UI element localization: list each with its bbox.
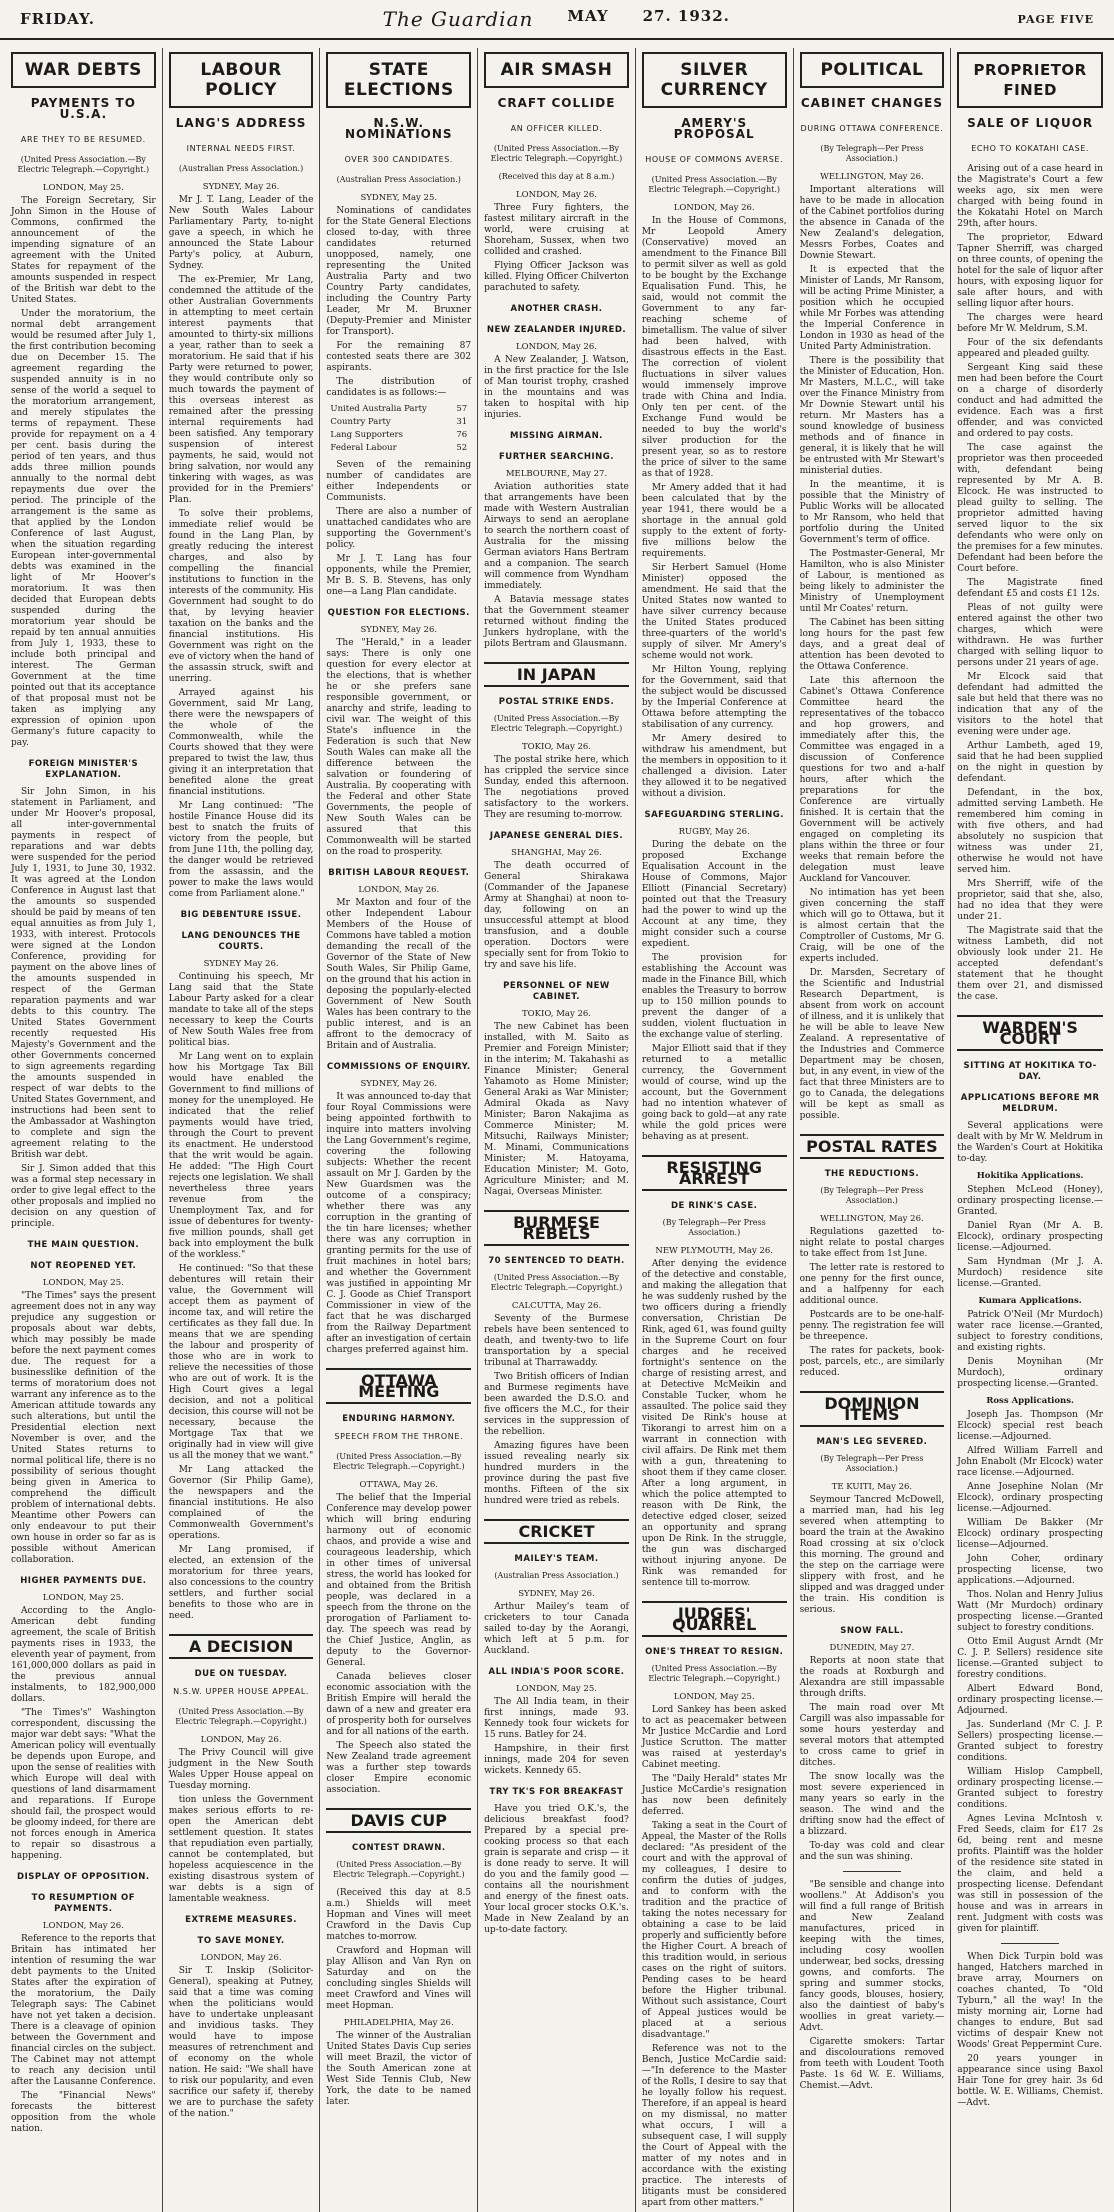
section-subheading: TO RESUMPTION OF PAYMENTS.: [31, 1893, 136, 1914]
box-headline: DOMINION ITEMS: [800, 1391, 945, 1427]
paragraph: The All India team, in their first innings, made 93. Kennedy took four wickets for 15 runs. Batley for 24.: [484, 1697, 629, 1740]
paragraph: Mr Amery desired to withdraw his amendment, but the members in opposition to it challenged a division. Later they allowed it to be negatived without a division.: [641, 734, 787, 799]
paragraph: The belief that the Imperial Conference may develop power which will bring enduring harmony out of economic chaos, and provide a wise and courageous leadership, which in other times of universal stress, the world has looked for and obtained from the British people, was declared in a speech from the throne on the prorogation of Parliament to-day. The speech was read by the Chief Justice, Anglin, as deputy to the Governor-General.: [326, 1493, 472, 1668]
paragraph: To solve their problems, immediate relief would be found in the Lang Plan, by greatly reducing the interest charges, and also by compelling the financial institutions to function in the interests of the community. His Government had sought to do that, by levying heavier taxation on the banks and the financial institutions. His Government was right on the eve of victory when the hand of the assassin struck, swift and unerring.: [168, 509, 314, 684]
deck: N.S.W. UPPER HOUSE APPEAL.: [173, 1687, 310, 1696]
paragraph: Late this afternoon the Cabinet's Ottawa Conference Committee heard the representatives of the tobacco and hop growers, and immediately after this, the Committee was engaged in a discussion of Conference questions for two and a-half hours, after which the preparations for the Conference are virtually finished. It is certain that the Government will be actively engaged on completing its plans within the three or four weeks that remain before the delegation must leave Auckland for Vancouver.: [799, 676, 945, 884]
section-subheading: NOT REOPENED YET.: [30, 1261, 137, 1271]
deck: HOUSE OF COMMONS AVERSE.: [645, 155, 784, 164]
table-row: [328, 443, 469, 454]
paragraph: After denying the evidence of the detective and constable, and making the allegation that he was suddenly rushed by the two officers during a friendly conversation, Christian De Rink, aged 61, was found guilty in the Supreme Court on four charges and he received fortnight's sentence on the charge of resisting arrest, and at Detective McMeikin and Constable Tucker, whom he assaulted. The police said they visited De Rink's house at Tikorangi to arrest him on a warrant in connection with civil affairs. De Rink met them with a gun, threatening to shoot them if they came closer. After a long argument, in which the police attempted to reason with De Rink, the detective edged closer, seized an opportunity and sprang upon De Rink. In the struggle, the gun was discharged without injuring anyone. De Rink was remanded for sentence till to-morrow.: [641, 1259, 787, 1588]
paragraph: Reference to the reports that Britain has intimated her intention of resuming the war debt payments to the United States after the expiration of the moratorium, the Daily Telegraph says: The Cabinet have not yet taken a decision. There is a cleavage of opinion between the Government and financial circles on the subject. The Cabinet may not attempt to reach any decision until after the Lausanne Conference.: [11, 1934, 156, 2087]
paragraph: He continued: "So that these debentures will retain their value, the Government will accept them as payment of income tax, and will retire the certificates as they fall due. In means that we are spending the labour and prosperity of those who are in work to relieve the necessities of those who are out of work. It is the High Court gives a legal decision, and not a political decision, this course will not be necessary, because the Mortgage Tax that we originally had in view will give us all the money that we want.": [168, 1264, 314, 1461]
deck: ARE THEY TO BE RESUMED.: [20, 135, 146, 144]
credit-line: (United Press Association.—By Electric Telegraph.—Copyright.): [17, 155, 150, 174]
dateline: LONDON, May 26.: [200, 1953, 282, 1963]
paragraph: Mr Hilton Young, replying for the Government, said that the subject would be discussed by the Imperial Conference at Ottawa before attempting the stabilisation of any currency.: [641, 665, 787, 730]
candidate-count: 57: [456, 404, 468, 414]
column-silver-currency: [636, 48, 794, 2212]
paragraph: There are also a number of unattached candidates who are supporting the Government's policy.: [326, 507, 472, 550]
paragraph: Postcards are to be one-half-penny. The registration fee will be threepence.: [799, 1310, 945, 1342]
column-war-debts: [5, 48, 163, 2212]
section-heading: MISSING AIRMAN.: [510, 431, 603, 441]
section-subheading: NEW ZEALANDER INJURED.: [486, 325, 627, 335]
paragraph: Sir Herbert Samuel (Home Minister) opposed the amendment. He said that the United States now wanted to have silver currency because the United States produced three-quarters of the world's supply of silver. Mr Amery's scheme would not work.: [641, 563, 787, 661]
section-heading: CONTEST DRAWN.: [351, 1843, 446, 1853]
paragraph: Continuing his speech, Mr Lang said that the State Labour Party asked for a clear mandate to take all of the steps necessary to keep the Courts of New South Wales free from political bias.: [168, 972, 314, 1048]
dateline: LONDON, May 26.: [42, 1921, 124, 1931]
paragraph: Pleas of not guilty were entered against the other two charges, which were withdrawn. He was further charged with selling liquor to persons under 21 years of age.: [957, 603, 1103, 668]
advert-text: Cigarette smokers: Tartar and discolourations removed from teeth with Loudent Tooth Paste. 1s 6d W. E. Williams, Chemist.—Advt.: [799, 2037, 945, 2091]
section-heading: BRITISH LABOUR REQUEST.: [328, 868, 470, 878]
paragraph: There is the possibility that the Minister of Education, Hon. Mr Masters, M.L.C., will take over the Finance Ministry from Mr Downie Stewart until his return. Mr Masters has a sound knowledge of business methods and of finance in general, it is likely that he will be entrusted with Mr Stewart's ministerial duties.: [799, 356, 945, 476]
dateline: LONDON, May 25.: [516, 1684, 597, 1694]
section-heading: JAPANESE GENERAL DIES.: [489, 831, 624, 841]
section-heading: SNOW FALL.: [840, 1626, 904, 1636]
section-heading: ENDURING HARMONY.: [342, 1414, 456, 1424]
headline: STATE ELECTIONS: [326, 52, 471, 108]
paragraph: The snow locally was the most severe experienced in many years so early in the season. The wind and the drifting snow had the effect of a blizzard.: [799, 1772, 945, 1837]
dateline: WELLINGTON, May 26.: [820, 172, 924, 182]
dateline: SHANGHAI, May 26.: [511, 848, 602, 858]
paragraph: In the meantime, it is possible that the Ministry of Public Works will be allocated to Mr Ransom, who held that portfolio during the United Government's term of office.: [799, 480, 945, 545]
paragraph: The rates for packets, book-post, parcels, etc., are similarly reduced.: [799, 1346, 945, 1378]
dateline: LONDON, May 26.: [358, 885, 440, 895]
dateline: DUNEDIN, May 27.: [829, 1643, 915, 1653]
headline: PROPRIETOR FINED: [957, 52, 1103, 108]
section-heading: EXTREME MEASURES.: [185, 1915, 297, 1925]
paragraph: A New Zealander, J. Watson, in the first practice for the Isle of Man tourist trophy, crashed in the mountains and was taken to hospital with hip injuries.: [484, 355, 629, 420]
subheadline: CRAFT COLLIDE: [497, 96, 616, 110]
advert-heading: TRY TK'S FOR BREAKFAST: [489, 1787, 624, 1797]
dateline: LONDON, May 26.: [200, 1735, 282, 1745]
party-name: Federal Labour: [330, 443, 397, 453]
paragraph: The Magistrate fined defendant £5 and costs £1 12s.: [957, 578, 1103, 599]
section-heading: DUE ON TUESDAY.: [194, 1669, 288, 1679]
paragraph: Three Fury fighters, the fastest military aircraft in the world, were cruising at Shoreham, Sussex, when two collided and crashed.: [484, 203, 629, 257]
section-subheading: FURTHER SEARCHING.: [499, 452, 614, 462]
box-headline: BURMESE REBELS: [484, 1210, 629, 1246]
section-heading: ANOTHER CRASH.: [510, 304, 603, 314]
paragraph: The Speech also stated the New Zealand trade agreement was a further step towards closer Empire economic association.: [326, 1741, 472, 1795]
advert-text: Have you tried O.K.'s, the delicious breakfast food? Prepared by a special pre-cooking process so that each grain is separate and crisp — it is done ready to serve. It will do you and the family good — contains all the nourishment and energy of the finest oats. Your local grocer stocks O.K.'s. Made in New Zealand by an up-to-date factory.: [484, 1804, 629, 1935]
paragraph: Arthur Lambeth, aged 19, said that he had been supplied on the night in question by defendant.: [957, 741, 1103, 784]
headline: SILVER CURRENCY: [642, 52, 787, 108]
section-heading: MAILEY'S TEAM.: [514, 1554, 599, 1564]
paragraph: The Cabinet has been sitting long hours for the past few days, and a great deal of attention has been devoted to the Ottawa Conference.: [799, 618, 945, 672]
deck: INTERNAL NEEDS FIRST.: [186, 144, 296, 153]
section-heading: QUESTION FOR ELECTIONS.: [327, 608, 470, 618]
paragraph: According to the Anglo-American debt funding agreement, the scale of British payments rises in 1933, the eleventh year of payment, from 161,000,000 dollars as paid in the previous annual instalments, to 182,900,000 dollars.: [11, 1606, 156, 1704]
party-name: Country Party: [330, 417, 391, 427]
columns: [5, 48, 1109, 2208]
dateline: LONDON, May 25.: [673, 1692, 755, 1702]
paragraph: The "Financial News" forecasts the bitterest opposition from the whole nation.: [11, 2091, 156, 2134]
paragraph: Sergeant King said these men had been before the Court on a charge of disorderly conduct and had admitted the evidence. Each was a first offender, and was convicted and ordered to pay costs.: [957, 363, 1103, 439]
paragraph: It is expected that the Minister of Lands, Mr Ransom, will be acting Prime Minister, a position which he occupied while Mr Forbes was attending the Imperial Conference in London in 1930 as head of the United Party Administration.: [799, 265, 945, 352]
dateline: SYDNEY, May 26.: [518, 1589, 595, 1599]
deck: AN OFFICER KILLED.: [510, 124, 603, 133]
paragraph: The proprietor, Edward Tapner Sherriff, was charged on three counts, of opening the hotel for the sale of liquor after hours, with exposing liquor for sale after hours, and with selling liquor after hours.: [957, 233, 1103, 309]
advert-text: 20 years younger in appearance since using Baxol Hair Tone for grey hair. 3s 6d bottle. W. E. Williams, Chemist.—Advt.: [957, 2054, 1103, 2108]
paragraph: The distribution of candidates is as follows:—: [326, 377, 472, 398]
paragraph: The winner of the Australian United States Davis Cup series will meet Brazil, the victor of the South American zone at West Side Tennis Club, New York, the date to be named later.: [326, 2031, 472, 2107]
candidate-count: 31: [456, 417, 468, 427]
paragraph: Crawford and Hopman will play Allison and Van Ryn on Saturday and on the concluding singles Shields will meet Crawford and Vines will meet Hopman.: [326, 1946, 472, 2011]
paragraph: Reference was not to the Bench, Justice McCardie said:—"In deference to the Master of the Rolls, I desire to say that he loyally follow his request. Therefore, if an appeal is heard on my dismissal, no matter what occurs, I will a subsequent case, I will supply the Court of Appeal with the matter of my notes and in accordance with the existing practice. The interests of litigants must be considered apart from other matters.": [641, 2044, 787, 2208]
dateline: TOKIO, May 26.: [521, 1009, 591, 1019]
list-item: Alfred William Farrell and John Enabolt (Mr Elcock) water race license.—Adjourned.: [957, 1446, 1103, 1478]
paragraph: No intimation has yet been given concerning the staff which will go to Ottawa, but it is almost certain that the Comptroller of Customs, Mr G. Craig, will be one of the experts included.: [799, 888, 945, 964]
paragraph: Mr J. T. Lang has four opponents, while the Premier, Mr B. S. B. Stevens, has only one—a Lang Plan candidate.: [326, 554, 472, 597]
paragraph: The Privy Council will give judgment in the New South Wales Upper House appeal on Tuesday morning.: [168, 1748, 314, 1791]
paragraph: The Postmaster-General, Mr Hamilton, who is also Minister of Labour, is mentioned as being likely to administer the Ministry of Unemployment until Mr Coates' return.: [799, 549, 945, 614]
paragraph: The provision for establishing the Account was made in the Finance Bill, which enables the Treasury to borrow up to 150 million pounds to prevent the danger of a sudden, violent fluctuation in the exchange value of sterling.: [641, 953, 787, 1040]
dateline: TOKIO, May 26.: [521, 742, 591, 752]
divider: [843, 1871, 901, 1872]
candidate-count: 52: [456, 443, 468, 453]
list-item: Jas. Sunderland (Mr C. J. P. Sellers) prospecting license.—Granted subject to forestry conditions.: [957, 1720, 1103, 1763]
credit-line: (By Telegraph—Per Press Association.): [820, 1454, 924, 1473]
list-label: Ross Applications.: [986, 1396, 1074, 1406]
subheadline: AMERY'S PROPOSAL: [673, 116, 755, 141]
section-heading: DE RINK'S CASE.: [671, 1201, 758, 1211]
credit-line: (United Press Association.—By Electric Telegraph.—Copyright.): [490, 714, 623, 733]
paragraph: Mr Amery added that it had been calculated that by the year 1941, there would be a shortage in the annual gold supply to the extent of forty-five millions below the requirements.: [641, 483, 787, 559]
list-item: Thos. Nolan and Henry Julius Watt (Mr Murdoch) ordinary prospecting license.—Granted subject to forestry conditions.: [957, 1590, 1103, 1633]
section-heading: FOREIGN MINISTER'S EXPLANATION.: [28, 759, 139, 780]
list-item: Otto Emil August Arndt (Mr C. J. P. Sellers) residence site license.—Granted subject to forestry conditions.: [957, 1637, 1103, 1680]
paragraph: Mr J. T. Lang, Leader of the New South Wales Labour Parliamentary Party, to-night gave a speech, in which he announced the State Labour Party's policy, at Auburn, Sydney.: [168, 195, 314, 271]
headline: WAR DEBTS: [11, 52, 156, 88]
subheadline: SALE OF LIQUOR: [967, 116, 1094, 130]
party-name: United Australia Party: [330, 404, 427, 414]
candidate-table: [326, 402, 471, 456]
list-item: Stephen McLeod (Honey), ordinary prospecting license.—Granted.: [957, 1185, 1103, 1217]
list-item: Sam Hyndman (Mr J. A. Murdoch) residence site license.—Granted.: [957, 1257, 1103, 1289]
section-subheading: TO SAVE MONEY.: [197, 1936, 285, 1946]
section-heading: COMMISSIONS OF ENQUIRY.: [326, 1062, 471, 1072]
paragraph: The death occurred of General Shirakawa (Commander of the Japanese Army at Shanghai) at noon to-day, following on an unsuccessful attempt at blood transfusion, and a double operation. Doctors were specially sent for from Tokio to try and save his life.: [484, 861, 629, 970]
dateline: LONDON, May 25.: [42, 183, 124, 193]
paragraph: Amazing figures have been issued revealing nearly six hundred murders in the province during the past five months. Fifteen of the six hundred were tried as rebels.: [484, 1441, 629, 1506]
subheadline: CABINET CHANGES: [800, 96, 944, 110]
section-subheading: APPLICATIONS BEFORE MR MELDRUM.: [960, 1093, 1100, 1114]
credit-line: (United Press Association.—By Electric Telegraph.—Copyright.): [648, 175, 781, 194]
box-headline: CRICKET: [484, 1519, 629, 1544]
paragraph: Mr Lang promised, if elected, an extension of the moratorium for three years, also concessions to the country settlers, and further social benefits to those who are in need.: [168, 1545, 314, 1621]
section-heading: THE MAIN QUESTION.: [27, 1240, 140, 1250]
paragraph: "The Times" says the present agreement does not in any way prejudice any suggestion or proposals about war debts, which may possibly be made before the next payment comes due. The request for a businesslike definition of the terms of moratorium does not warrant any inference as to the American attitude towards any such alterations, but until the Presidential election next November is over, and the United States returns to normal political life, there is no possibility of serious thought being given in America to comprehend the difficult problem of international debts. Meantime other Powers can only endeavour to put their own house in order so far as is possible without American collaboration.: [11, 1291, 156, 1565]
paragraph: Major Elliott said that if they returned to a metallic currency, the Government would of course, wind up the account, but the Government had no intention whatever of going back to gold—at any rate while the gold prices were behaving as at present.: [641, 1044, 787, 1142]
paragraph: The Foreign Secretary, Sir John Simon in the House of Commons, confirmed the announcement of the impending signature of an agreement with the United States for repayment of the amounts suspended in respect of the British war debt to the United States.: [11, 196, 156, 305]
dateline: RUGBY, May 26.: [678, 827, 750, 837]
advert-text: When Dick Turpin bold was hanged, Hatchers marched in brave array, Mourners on coaches chanted, To "Old Tyburn," all the way! In the misty morning air, Lorne had changes to endure, But sad victims of despair Knew not Woods' Great Peppermint Cure.: [957, 1952, 1103, 2050]
section-heading: POSTAL STRIKE ENDS.: [498, 697, 615, 707]
credit-line: (United Press Association.—By Electric Telegraph.—Copyright.): [490, 144, 623, 163]
section-heading: SAFEGUARDING STERLING.: [644, 810, 784, 820]
section-heading: HIGHER PAYMENTS DUE.: [20, 1576, 147, 1586]
divider: [1001, 1943, 1059, 1944]
box-headline: WARDEN'S COURT: [957, 1015, 1103, 1051]
paragraph: Arrayed against his Government, said Mr Lang, there were the newspapers of the whole of the Commonwealth, while the Courts showed that they were prepared to twist the law, thus giving it an interpretation that benefited alone the great financial institutions.: [168, 688, 314, 797]
paragraph: Arthur Mailey's team of cricketers to tour Canada sailed to-day by the Aorangi, which left at 5 p.m. for Auckland.: [484, 1602, 629, 1656]
paragraph: The "Daily Herald" states Mr Justice McCardie's resignation has now been definitely deferred.: [641, 1774, 787, 1817]
column-proprietor-fined: [951, 48, 1109, 2212]
column-political: [794, 48, 952, 2212]
credit-line: (By Telegraph—Per Press Association.): [820, 1186, 924, 1205]
paragraph: The main road over Mt Cargill was also impassable for some hours yesterday and several motors that attempted to cross came to grief in ditches.: [799, 1703, 945, 1768]
headline: LABOUR POLICY: [169, 52, 314, 108]
table-row: [328, 430, 469, 441]
paragraph: Canada believes closer economic association with the British Empire will herald the dawn of a new and greater era of prosperity both for ourselves and for all nations of the earth.: [326, 1672, 472, 1737]
advert-text: "Be sensible and change into woollens." At Addison's you will find a full range of British and New Zealand manufactures, priced in keeping with the times, including cosy woollen underwear, bed socks, dressing gowns, and comforts. The spring and summer stocks, fancy goods, blouses, hosiery, also the daintiest of baby's woollies in great variety.—Advt.: [799, 1880, 945, 2033]
paragraph: Taking a seat in the Court of Appeal, the Master of the Rolls declared: "As president of the court and with the approval of my colleagues, I desire to confirm the duties of judges, and to conform with the tradition and the practice of taking the notes necessary for obtaining a case to be laid properly and sufficiently before the Higher Court. A breach of this tradition would, in serious cases on the right of suitors. Pending cases to be heard before the Higher tribunal. Without such assistance, Court of Appeal justices would be placed at a serious disadvantage.": [641, 1821, 787, 2040]
paragraph: The case against the proprietor was then proceeded with, defendant being represented by Mr A. B. Elcock. He was instructed to plead guilty to selling. The proprietor admitted having served liquor to the six defendants who were only on the premises for a few minutes. Defendant had been before the Court before.: [957, 443, 1103, 574]
paragraph: Aviation authorities state that arrangements have been made with Western Australian Airways to send an aeroplane to search the northern coast of Australia for the missing German aviators Hans Bertram and a companion. The search will commence from Wyndham immediately.: [484, 482, 629, 591]
section-subheading: LANG DENOUNCES THE COURTS.: [181, 931, 301, 952]
column-air-smash: [478, 48, 636, 2212]
list-item: Agnes Levina McIntosh v. Fred Seeds, claim for £17 2s 6d, being rent and mesne profits. Plaintiff was the holder of the residence site stated in the claim, and held a prospecting license. Defendant was still in possession of the house and was in arrears in rent. Judgment with costs was given for plaintiff.: [957, 1814, 1103, 1934]
subheadline: LANG'S ADDRESS: [175, 116, 307, 130]
paragraph: Important alterations will have to be made in allocation of the Cabinet portfolios during the absence in Canada of the New Zealand's delegation, Messrs Forbes, Coates and Downie Stewart.: [799, 185, 945, 261]
dateline: LONDON, May 25.: [42, 1278, 124, 1288]
dateline: LONDON, May 25.: [42, 1593, 124, 1603]
section-heading: THE REDUCTIONS.: [824, 1169, 920, 1179]
paragraph: Seymour Tancred McDowell, a married man, had his leg severed when attempting to board the train at the Awakino Road crossing at six o'clock this morning. The ground and the step on the carriage were slippery with frost, and he slipped and was dragged under the train. His condition is serious.: [799, 1495, 945, 1615]
dateline: SYDNEY, May 26.: [202, 182, 280, 192]
dateline: SYDNEY, May 26.: [360, 625, 438, 635]
paragraph: Dr. Marsden, Secretary of the Scientific and Industrial Research Department, is absent from work on account of illness, and it is unlikely that he will be able to leave New Zealand. A representative of the Industries and Commerce Department may be chosen, but, in any event, in view of the fact that three Ministers are to go to Canada, the delegations will be kept as small as possible.: [799, 968, 945, 1121]
paragraph: Defendant, in the box, admitted serving Lambeth. He remembered him coming in with five others, and had absolutely no suspicion that witness was under 21, otherwise he would not have served him.: [957, 788, 1103, 875]
paragraph: Mr Lang went on to explain how his Mortgage Tax Bill would have enabled the Government to find millions of money for the unemployed. He indicated that the relief payments would have tried, through the Court to prevent its enactment. He understood that the writ would be again. He added: "The High Court rejects one legislation. We shall nevertheless three years revenue from the Unemployment Tax, and for issue of debentures for twenty-five million pounds, shall get back into employment the bulk of the workless.": [168, 1052, 314, 1260]
dateline: TE KUITI, May 26.: [831, 1482, 913, 1492]
subheadline: PAYMENTS TO U.S.A.: [30, 96, 136, 121]
dateline: CALCUTTA, May 26.: [511, 1301, 602, 1311]
column-state-elections: [320, 48, 478, 2212]
paragraph: Four of the six defendants appeared and pleaded guilty.: [957, 338, 1103, 359]
list-item: William De Bakker (Mr Elcock) ordinary prospecting license—Adjourned.: [957, 1518, 1103, 1550]
paragraph: Several applications were dealt with by Mr W. Meldrum in the Warden's Court at Hokitika to-day.: [957, 1121, 1103, 1164]
box-headline: A DECISION: [169, 1634, 314, 1659]
credit-line: (By Telegraph—Per Press Association.): [820, 144, 924, 163]
paragraph: Seven of the remaining number of candidates are either Independents or Communists.: [326, 460, 472, 503]
list-item: Denis Moynihan (Mr Murdoch), ordinary prospecting license.—Granted.: [957, 1357, 1103, 1389]
masthead-day: FRIDAY.: [20, 10, 96, 28]
paragraph: Mr Lang continued: "The hostile Finance House did its best to snatch the fruits of victory from the people, but from June 11th, the polling day, the danger would be retrieved from the assassin, and the power to make the laws would come from Parliament alone.": [168, 801, 314, 899]
section-heading: PERSONNEL OF NEW CABINET.: [503, 981, 610, 1002]
headline: AIR SMASH: [484, 52, 629, 88]
box-headline: IN JAPAN: [484, 662, 629, 687]
paragraph: Two British officers of Indian and Burmese regiments have been awarded the D.S.O. and five officers the M.C., for their services in the suppression of the rebellion.: [484, 1372, 629, 1437]
masthead: [0, 0, 1114, 40]
list-label: Kumara Applications.: [978, 1296, 1082, 1306]
table-row: [328, 404, 469, 415]
credit-line: (Australian Press Association.): [178, 164, 304, 173]
credit-line: (Australian Press Association.): [494, 1571, 619, 1580]
deck: DURING OTTAWA CONFERENCE.: [800, 124, 944, 133]
section-heading: BIG DEBENTURE ISSUE.: [180, 910, 302, 920]
box-headline: POSTAL RATES: [800, 1134, 945, 1159]
dateline: SYDNEY, May 26.: [360, 1079, 438, 1089]
paragraph: Seventy of the Burmese rebels have been sentenced to death, and twenty-two to life transportation by a special tribunal at Tharrawaddy.: [484, 1314, 629, 1368]
deck: ECHO TO KOKATAHI CASE.: [971, 144, 1090, 153]
paragraph: Under the moratorium, the normal debt arrangement would be resumed after July 1, the first contribution becoming due on December 15. The agreement regarding the suspended annuity is in no sense of the world a sequel to the moratorium arrangement, and merely stipulates the terms of repayment. These provide for repayment on a 4 per cent. basis during the period of ten years, and thus adds three million pounds annually to the normal debt repayments due over the period. The principle of the arrangement is the same as that applied by the London Conference of last August, when the situation regarding European inter-governmental debts was examined in the light of Mr Hoover's moratorium. It was then decided that European debts suspended during the moratorium year should be repaid by ten annual annuities from July 1, 1933, these to include both principal and interest. The German Government at the time pointed out that its acceptance of that proposal must not be taken as implying any expression of opinion upon Germany's future capacity to pay.: [11, 309, 156, 748]
list-item: Anne Josephine Nolan (Mr Elcock), ordinary prospecting license.—Adjourned.: [957, 1482, 1103, 1514]
paragraph: Arising out of a case heard in the Magistrate's Court a few weeks ago, six men were charged with being found in the Kokatahi Hotel on March 29th, after hours.: [957, 164, 1103, 229]
paragraph: Lord Sankey has been asked to act as peacemaker between Mr Justice McCardie and Lord Justice Scrutton. The matter was raised at yesterday's Cabinet meeting.: [641, 1705, 787, 1770]
credit-line: (United Press Association.—By Electric Telegraph.—Copyright.): [648, 1664, 781, 1683]
paragraph: The ex-Premier, Mr Lang, condemned the attitude of the other Australian Governments in attempting to meet certain interest payments that amounted to thirty-six millions a year, rather than to seek a moratorium. He said that if his Party were returned to power, they would contribute only so much towards the payment of this overseas interest as remained after the pressing internal requirements had been satisfied. Any temporary suspension of interest payments, he said, would not bring salvation, nor would any tinkering with wages, as was provided for in the Premiers' Plan.: [168, 275, 314, 505]
paragraph: During the debate on the proposed Exchange Equalisation Account in the House of Commons, Major Elliott (Financial Secretary) pointed out that the Treasury had the power to wind up the Account at any time, they might consider such a course expedient.: [641, 840, 787, 949]
dateline: MELBOURNE, May 27.: [505, 469, 608, 479]
masthead-date: 27. 1932.: [642, 7, 730, 25]
list-item: Daniel Ryan (Mr A. B. Elcock), ordinary prospecting license.—Adjourned.: [957, 1221, 1103, 1253]
section-heading: DISPLAY OF OPPOSITION.: [17, 1872, 150, 1882]
credit-line: (United Press Association.—By Electric Telegraph.—Copyright.): [332, 1860, 465, 1879]
box-headline: OTTAWA MEETING: [326, 1368, 471, 1404]
masthead-center: [383, 7, 730, 31]
credit-line: (Australian Press Association.): [336, 175, 461, 184]
dateline: PHILADELPHIA, May 26.: [343, 2018, 454, 2028]
paragraph: The postal strike here, which has crippled the service since Sunday, ended this afternoon. The negotiations proved satisfactory to the workers. They are resuming to-morrow.: [484, 755, 629, 820]
paragraph: Regulations gazetted to-night relate to postal charges to take effect from 1st June.: [799, 1227, 945, 1259]
deck: OVER 300 CANDIDATES.: [344, 155, 454, 164]
paragraph: Reports at noon state that the roads at Roxburgh and Alexandra are still impassable through drifts.: [799, 1656, 945, 1699]
paragraph: A Batavia message states that the Government steamer returned without finding the Junkers hydroplane, with the pilots Bertram and Glausmann.: [484, 595, 629, 649]
section-heading: SITTING AT HOKITIKA TO-DAY.: [963, 1061, 1097, 1082]
masthead-month: MAY: [567, 7, 609, 25]
box-headline: JUDGES' QUARREL: [642, 1601, 787, 1637]
paragraph: (Received this day at 8.5 a.m.) Shields will meet Hopman and Vines will meet Crawford in the Davis Cup matches to-morrow.: [326, 1888, 472, 1942]
credit-line: (United Press Association.—By Electric Telegraph.—Copyright.): [490, 1273, 623, 1292]
paragraph: Sir J. Simon added that this was a formal step necessary in order to give legal effect to the other proposals and implied no decision on any question of principle.: [11, 1164, 156, 1229]
paragraph: The "Herald," in a leader says: There is only one question for every elector at the elections, that is whether he or she prefers sane responsible government, or anarchy and strife, leading to civil war. The weight of this State's influence in the Federation is such that New South Wales can make all the difference between the salvation or foundering of Australia. By cooperating with the Federal and other State Governments, the people of New South Wales can be assured that this Commonwealth will be started on the road to prosperity.: [326, 638, 472, 857]
paragraph: The Magistrate said that the witness Lambeth, did not obviously look under 21. He accepted defendant's statement that he thought them over 21, and dismissed the case.: [957, 926, 1103, 1002]
paragraph: Flying Officer Jackson was killed. Flying Officer Chilverton parachuted to safety.: [484, 261, 629, 293]
section-heading: ONE'S THREAT TO RESIGN.: [645, 1647, 784, 1657]
dateline: OTTAWA, May 26.: [359, 1480, 438, 1490]
received-line: (Received this day at 8 a.m.): [498, 172, 615, 181]
masthead-title: The Guardian: [382, 7, 534, 31]
section-heading: MAN'S LEG SEVERED.: [816, 1437, 928, 1447]
deck: SPEECH FROM THE THRONE.: [334, 1432, 464, 1441]
credit-line: (United Press Association.—By Electric Telegraph.—Copyright.): [332, 1452, 465, 1471]
dateline: LONDON, May 26.: [516, 342, 597, 352]
list-item: Joseph Jas. Thompson (Mr Elcock) special rest beach license.—Adjourned.: [957, 1410, 1103, 1442]
paragraph: It was announced to-day that four Royal Commissions were being appointed forthwith to inquire into matters involving the Lang Government's regime, covering the following subjects: Whether the recent assault on Mr J. Garden by the New Guardsmen was the outcome of a conspiracy; whether there was any corruption in the granting of the tin hare licenses; whether there was any corruption in granting permits for the use of fruit machines in hotel bars; and whether the Government was justified in appointing Mr C. J. Goode as Chief Transport Commissioner in view of the fact that he was discharged from the Railway Department after an investigation of certain charges preferred against him.: [326, 1092, 472, 1355]
paragraph: The new Cabinet has been installed, with M. Saito as Premier and Foreign Minister; in the interim; M. Takahashi as Finance Minister; General Yahamoto as Home Minister; General Araki as War Minister; Admiral Okada as Navy Minister; Baron Nakajima as Commerce Minister; M. Mitsuchi, Railways Minister; M. Minami, Communications Minister; M. Hatoyama, Education Minister; M. Goto, Agriculture Minister; and M. Nagai, Overseas Minister.: [484, 1022, 629, 1197]
party-name: Lang Supporters: [330, 430, 403, 440]
section-heading: 70 SENTENCED TO DEATH.: [488, 1256, 625, 1266]
paragraph: "The Times's" Washington correspondent, discussing the major war debt says: "What the American policy will eventually be depends upon Europe, and upon the sense of realities with which Europe will deal with questions of land disarmament and reparations. If Europe should fail, the prospect would be gloomy indeed, for there are not forces enough in America to repair so disastrous a happening.: [11, 1708, 156, 1861]
paragraph: Sir John Simon, in his statement in Parliament, and under Mr Hoover's proposal, all inter-governmental payments in respect of reparations and war debts were suspended for the period July 1, 1931, to June 30, 1932. It was agreed at the London Conference in August last that the amounts so suspended should be paid by means of ten equal annuities as from July 1, 1933, with interest. Protocols were signed at the London Conference, providing for payment on the above lines of the amounts suspended in respect of the German reparation payments and war debts to this country. The United States Government recently requested His Majesty's Government and the other Governments concerned to sign agreements regarding the amounts suspended in respect of war debts to the United States Government, and instructions had been sent to the Ambassador at Washington to complete and sign the agreement relating to the British war debt.: [11, 787, 156, 1160]
paragraph: tion unless the Government makes serious efforts to re-open the American debt settlement question. It states that repudiation even partially, cannot be contemplated, but hopeless acquiescence in the existing disastrous system of war debts is a sign of lamentable weakness.: [168, 1795, 314, 1904]
credit-line: (By Telegraph—Per Press Association.): [662, 1218, 766, 1237]
paragraph: Mr Lang attacked the Governor (Sir Philip Game), the newspapers and the financial institutions. He also complained of the Commonwealth Government's operations.: [168, 1465, 314, 1541]
subheadline: N.S.W. NOMINATIONS: [344, 116, 453, 141]
paragraph: The charges were heard before Mr W. Meldrum, S.M.: [957, 313, 1103, 334]
paragraph: Hampshire, in their first innings, made 204 for seven wickets. Kennedy 65.: [484, 1744, 629, 1776]
paragraph: The letter rate is restored to one penny for the first ounce, and a halfpenny for each additional ounce.: [799, 1263, 945, 1306]
paragraph: To-day was cold and clear and the sun was shining.: [799, 1841, 945, 1862]
paragraph: Nominations of candidates for the State General Elections closed to-day, with three candidates returned unopposed, namely, one representing the United Australia Party and two Country Party candidates, including the Country Party Leader, Mr M. Bruxner (Deputy-Premier and Minister for Transport).: [326, 206, 472, 337]
headline: POLITICAL: [800, 52, 945, 88]
list-item: William Hislop Campbell, ordinary prospecting license.—Granted subject to forestry conditions.: [957, 1767, 1103, 1810]
masthead-page-number: PAGE FIVE: [1017, 12, 1094, 26]
credit-line: (United Press Association.—By Electric Telegraph.—Copyright.): [175, 1707, 307, 1726]
paragraph: Mrs Sherriff, wife of the proprietor, said that she, also, had no idea that they were under 21.: [957, 879, 1103, 922]
dateline: SYDNEY, May 25.: [360, 193, 438, 203]
column-labour-policy: [163, 48, 321, 2212]
dateline: WELLINGTON, May 26.: [820, 1214, 924, 1224]
table-row: [328, 417, 469, 428]
list-label: Hokitika Applications.: [976, 1171, 1084, 1181]
dateline: LONDON, May 26.: [516, 190, 597, 200]
paragraph: For the remaining 87 contested seats there are 302 aspirants.: [326, 341, 472, 373]
paragraph: Mr Elcock said that defendant had admitted the sale but held that there was no indication that any of the visitors to the hotel that evening were under age.: [957, 672, 1103, 737]
box-headline: DAVIS CUP: [326, 1808, 471, 1833]
section-heading: ALL INDIA'S POOR SCORE.: [488, 1667, 625, 1677]
list-item: Patrick O'Neil (Mr Murdoch) water race license.—Granted, subject to forestry conditions, and existing rights.: [957, 1310, 1103, 1353]
box-headline: RESISTING ARREST: [642, 1155, 787, 1191]
paragraph: Sir T. Inskip (Solicitor-General), speaking at Putney, said that a time was coming when the politicians would have to undertake unpleasant and invidious tasks. They would have to impose measures of retrenchment and of economy on the whole nation. He said: "We shall have to risk our popularity, and even sacrifice our safety if, thereby we are to purchase the safety of the nation.": [168, 1966, 314, 2119]
candidate-count: 76: [456, 430, 468, 440]
dateline: NEW PLYMOUTH, May 26.: [655, 1246, 774, 1256]
list-item: John Coher, ordinary prospecting license, two applications.—Adjourned.: [957, 1554, 1103, 1586]
dateline: SYDNEY May 26.: [203, 959, 279, 969]
paragraph: In the House of Commons, Mr Leopold Amery (Conservative) moved an amendment to the Finance Bill to permit silver as well as gold to be bought by the Exchange Equalisation Fund. This, he said, would not commit the Government to any far-reaching scheme of bimetallism. The value of silver had been halved, with disastrous effects in the East. The correction of violent fluctuations in silver values would immensely improve trade with China and India. Only ten per cent. of the Exchange Fund would be needed to buy the world's silver production for the present year, so as to restore the price of silver to the same as that of 1928.: [641, 216, 787, 479]
list-item: Albert Edward Bond, ordinary prospecting license.—Adjourned.: [957, 1684, 1103, 1716]
dateline: LONDON, May 26.: [673, 203, 755, 213]
paragraph: Mr Maxton and four of the other Independent Labour Members of the House of Commons have tabled a motion demanding the recall of the Governor of the State of New South Wales, Sir Philip Game, on the ground that his action in deposing the popularly-elected Government of New South Wales has been contrary to the public interest, and is an affront to the democracy of Britain and of Australia.: [326, 898, 472, 1051]
